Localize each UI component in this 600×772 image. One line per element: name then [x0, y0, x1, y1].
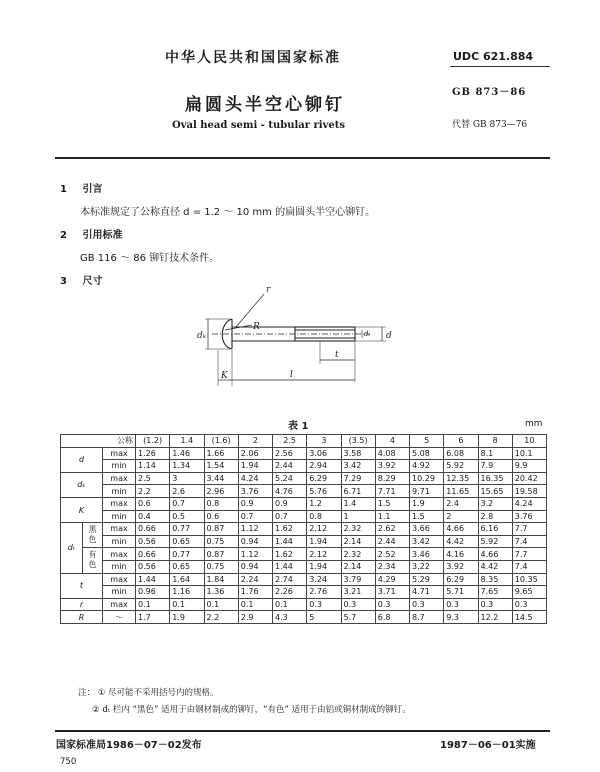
table-cell: 7.65 [478, 586, 512, 599]
table-cell: 0.75 [204, 535, 238, 548]
table-cell: 5.7 [341, 611, 375, 624]
table-cell: 4.42 [478, 560, 512, 573]
table-cell: 2.4 [444, 497, 478, 510]
table-cell: 0.66 [136, 523, 170, 536]
table-cell: 3.58 [341, 447, 375, 460]
table-cell: 1 [341, 510, 375, 523]
table-cell: 2.32 [341, 548, 375, 561]
table-cell: 14.5 [512, 611, 546, 624]
table-cell: 2.14 [341, 560, 375, 573]
table-cell: 4.08 [375, 447, 409, 460]
header-cell: 2.5 [273, 435, 307, 448]
table-row [61, 485, 547, 498]
row-sublabel: min [103, 535, 136, 548]
header-cell: 5 [410, 435, 444, 448]
table-row [61, 548, 547, 561]
table-cell: 0.56 [136, 535, 170, 548]
header-rule [55, 157, 550, 159]
table-cell: 2.94 [307, 460, 341, 473]
table-cell: 0.7 [238, 510, 272, 523]
table-cell: 2.76 [307, 586, 341, 599]
table-row [61, 573, 547, 586]
table-cell: 0.3 [410, 598, 444, 611]
table-cell: 3.92 [375, 460, 409, 473]
issuing-body: 中华人民共和国国家标准 [165, 50, 341, 66]
table-cell: 1.62 [273, 523, 307, 536]
table-cell: 5 [307, 611, 341, 624]
section-2-heading [60, 226, 122, 241]
table-cell: 1.26 [136, 447, 170, 460]
table-cell: 2.62 [375, 523, 409, 536]
table-cell: 0.1 [204, 598, 238, 611]
table-cell: 2.5 [136, 472, 170, 485]
row-label-K: K [61, 497, 103, 522]
table-cell: 4.92 [410, 460, 444, 473]
header-cell: 4 [375, 435, 409, 448]
table-cell: 1.5 [410, 510, 444, 523]
row-sublabel: min [103, 510, 136, 523]
section-3-number: 3 [60, 276, 67, 287]
table-cell: 0.7 [273, 510, 307, 523]
table-cell: 5.29 [410, 573, 444, 586]
table-cell: 3 [170, 472, 204, 485]
table-cell: 0.5 [170, 510, 204, 523]
header-cell: 6 [444, 435, 478, 448]
row-label-dk: dₖ [61, 472, 103, 497]
table-cell: 2.56 [273, 447, 307, 460]
section-1-number: 1 [60, 184, 67, 195]
effective-date: 1987－06－01实施 [440, 740, 536, 751]
table-cell: 1.94 [307, 560, 341, 573]
table-cell: 3.21 [341, 586, 375, 599]
table-cell: 11.65 [444, 485, 478, 498]
table-cell: 2.74 [273, 573, 307, 586]
header-cell: 8 [478, 435, 512, 448]
label-d: d [386, 331, 392, 341]
table-cell: 15.65 [478, 485, 512, 498]
table-cell: 5.76 [307, 485, 341, 498]
table-cell: 3.92 [444, 560, 478, 573]
table-cell: 3.46 [410, 548, 444, 561]
table-unit: mm [525, 419, 543, 429]
table-cell: 10.29 [410, 472, 444, 485]
row-sublabel: max [103, 548, 136, 561]
title-chinese: 扁圆头半空心铆钉 [185, 95, 345, 115]
row-label-color: 有色 [83, 548, 103, 573]
row-sublabel: min [103, 560, 136, 573]
row-label-R: R [61, 611, 103, 624]
table-cell: 5.92 [444, 460, 478, 473]
table-cell: 1.44 [136, 573, 170, 586]
table-cell: 1.5 [375, 497, 409, 510]
replaces-standard: 代替 GB 873—76 [452, 120, 528, 130]
table-cell: 10.1 [512, 447, 546, 460]
table-cell: 0.66 [136, 548, 170, 561]
table-row [61, 611, 547, 624]
header-cell: 1.4 [170, 435, 204, 448]
table-row [61, 460, 547, 473]
table-cell: 3.76 [238, 485, 272, 498]
header-cell: 3 [307, 435, 341, 448]
table-cell: 0.1 [136, 598, 170, 611]
table-cell: 1.34 [170, 460, 204, 473]
table-cell: 2.44 [273, 460, 307, 473]
row-sublabel: min [103, 586, 136, 599]
section-2-title: 引用标准 [82, 230, 123, 241]
row-label-r: r [61, 598, 103, 611]
table-cell: 0.1 [238, 598, 272, 611]
note-2-text: dₜ 栏内 “黑色” 适用于由钢材制成的铆钉，“有色” 适用于由铝或铜材制成的铆钉。 [102, 705, 411, 715]
table-cell: 10.35 [512, 573, 546, 586]
header-cell: 2 [238, 435, 272, 448]
table-cell: 16.35 [478, 472, 512, 485]
table-cell: 3.42 [410, 535, 444, 548]
table-cell: 2.32 [341, 523, 375, 536]
table-cell: 0.65 [170, 560, 204, 573]
table-cell: 6.16 [478, 523, 512, 536]
section-1-title: 引言 [82, 184, 103, 195]
table-cell: 2.44 [375, 535, 409, 548]
table-cell: 4.24 [238, 472, 272, 485]
table-cell: 1.44 [273, 560, 307, 573]
table-cell: 4.66 [478, 548, 512, 561]
table-cell: 1.9 [410, 497, 444, 510]
table-cell: 2.34 [375, 560, 409, 573]
table-cell: 2.12 [307, 523, 341, 536]
note-1-number: ① [97, 688, 106, 698]
udc-underline [450, 66, 550, 67]
table-cell: 2.8 [478, 510, 512, 523]
notes-label: 注： [78, 688, 96, 698]
label-l: l [290, 370, 293, 380]
table-cell: 0.96 [136, 586, 170, 599]
table-cell: 19.58 [512, 485, 546, 498]
table-cell: 1.66 [204, 447, 238, 460]
table-cell: 1.64 [170, 573, 204, 586]
table-cell: 0.3 [375, 598, 409, 611]
table-cell: 3.76 [512, 510, 546, 523]
table-cell: 2.2 [204, 611, 238, 624]
row-sublabel: max [103, 472, 136, 485]
label-K: K [221, 371, 228, 381]
table-cell: 9.71 [410, 485, 444, 498]
row-sublabel: max [103, 523, 136, 536]
row-sublabel: max [103, 598, 136, 611]
table-cell: 2.2 [136, 485, 170, 498]
row-sublabel: max [103, 447, 136, 460]
table-row [61, 598, 547, 611]
section-1-heading [60, 180, 102, 195]
table-cell: 0.1 [170, 598, 204, 611]
table-cell: 3.42 [341, 460, 375, 473]
header-cell: (1.6) [204, 435, 238, 448]
note-2 [92, 703, 411, 715]
table-cell: 0.7 [170, 497, 204, 510]
note-1-text: 尽可能不采用括号内的规格。 [108, 688, 219, 698]
table-cell: 0.94 [238, 535, 272, 548]
table-cell: 0.3 [444, 598, 478, 611]
table-cell: 1.94 [307, 535, 341, 548]
label-R: R [253, 322, 260, 332]
table-cell: 1.84 [204, 573, 238, 586]
table-cell: 3.2 [478, 497, 512, 510]
table-row [61, 523, 547, 536]
table-cell: 1.7 [136, 611, 170, 624]
table-cell: 9.9 [512, 460, 546, 473]
table-cell: 0.3 [341, 598, 375, 611]
table-cell: 4.3 [273, 611, 307, 624]
table-cell: 4.76 [273, 485, 307, 498]
footer-rule [55, 730, 550, 732]
table-cell: 3.44 [204, 472, 238, 485]
table-cell: 5.92 [478, 535, 512, 548]
table-cell: 0.94 [238, 560, 272, 573]
table-cell: 0.1 [273, 598, 307, 611]
table-cell: 5.71 [444, 586, 478, 599]
table-cell: 0.3 [478, 598, 512, 611]
table-cell: 4.42 [444, 535, 478, 548]
table-cell: 0.65 [170, 535, 204, 548]
table-cell: 7.29 [341, 472, 375, 485]
table-row [61, 447, 547, 460]
table-cell: 2.12 [307, 548, 341, 561]
table-cell: 2 [444, 510, 478, 523]
table-cell: 7.71 [375, 485, 409, 498]
label-t: t [335, 350, 339, 360]
table-cell: 3.66 [410, 523, 444, 536]
title-english: Oval head semi - tubular rivets [172, 120, 346, 131]
table-cell: 0.77 [170, 548, 204, 561]
table-cell: 4.24 [512, 497, 546, 510]
table-row [61, 497, 547, 510]
row-sublabel: ～ [103, 611, 136, 624]
table-cell: 1.94 [238, 460, 272, 473]
page-number: 750 [60, 757, 77, 767]
table-cell: 6.29 [444, 573, 478, 586]
table-cell: 7.9 [478, 460, 512, 473]
table-cell: 1.9 [170, 611, 204, 624]
label-dt: dₜ [364, 330, 371, 338]
table-cell: 0.8 [307, 510, 341, 523]
table-cell: 8.29 [375, 472, 409, 485]
table-cell: 4.66 [444, 523, 478, 536]
table-row [61, 586, 547, 599]
table-cell: 9.65 [512, 586, 546, 599]
table-cell: 7.7 [512, 523, 546, 536]
table-cell: 6.29 [307, 472, 341, 485]
section-2-number: 2 [60, 230, 67, 241]
udc-code: UDC 621.884 [453, 50, 534, 63]
label-dk: dₖ [197, 331, 207, 341]
table-cell: 1.36 [204, 586, 238, 599]
table-cell: 12.2 [478, 611, 512, 624]
table-cell: 2.9 [238, 611, 272, 624]
row-label-black: 黑色 [83, 523, 103, 548]
table-cell: 8.35 [478, 573, 512, 586]
table-cell: 1.12 [238, 548, 272, 561]
table-cell: 3.22 [410, 560, 444, 573]
table-cell: 1.54 [204, 460, 238, 473]
row-label-d: d [61, 447, 103, 472]
table-cell: 0.8 [204, 497, 238, 510]
table-cell: 1.4 [341, 497, 375, 510]
table-cell: 6.71 [341, 485, 375, 498]
table-cell: 1.44 [273, 535, 307, 548]
table-cell: 1.46 [170, 447, 204, 460]
table-row [61, 510, 547, 523]
table-cell: 1.14 [136, 460, 170, 473]
table-cell: 0.4 [136, 510, 170, 523]
table-cell: 0.87 [204, 523, 238, 536]
issue-date: 国家标准局1986－07－02发布 [56, 740, 202, 751]
table-cell: 9.3 [444, 611, 478, 624]
table-cell: 0.75 [204, 560, 238, 573]
table-row [61, 535, 547, 548]
note-2-number: ② [92, 705, 100, 715]
table-cell: 2.96 [204, 485, 238, 498]
row-label-t: t [61, 573, 103, 598]
note-1 [78, 686, 219, 698]
table-cell: 5.08 [410, 447, 444, 460]
row-sublabel: min [103, 485, 136, 498]
table-cell: 0.77 [170, 523, 204, 536]
table-cell: 1.76 [238, 586, 272, 599]
table-cell: 2.14 [341, 535, 375, 548]
table-cell: 0.9 [273, 497, 307, 510]
table-cell: 3.71 [375, 586, 409, 599]
table-cell: 3.06 [307, 447, 341, 460]
row-sublabel: min [103, 460, 136, 473]
table-cell: 12.35 [444, 472, 478, 485]
dimensions-table [60, 434, 547, 624]
table-cell: 0.6 [136, 497, 170, 510]
table-row [61, 435, 547, 448]
section-3-heading [60, 272, 102, 287]
row-label-dt: dₜ [61, 523, 83, 573]
table-cell: 8.7 [410, 611, 444, 624]
row-sublabel: max [103, 573, 136, 586]
table-row [61, 472, 547, 485]
row-sublabel: max [103, 497, 136, 510]
header-cell: (1.2) [136, 435, 170, 448]
table-cell: 0.3 [512, 598, 546, 611]
table-cell: 2.26 [273, 586, 307, 599]
table-cell: 0.3 [307, 598, 341, 611]
table-cell: 6.08 [444, 447, 478, 460]
table-cell: 4.29 [375, 573, 409, 586]
section-1-text: 本标准规定了公称直径 d = 1.2 ～ 10 mm 的扁圆头半空心铆钉。 [80, 207, 376, 218]
table-cell: 6.8 [375, 611, 409, 624]
section-2-text: GB 116 ～ 86 铆钉技术条件。 [80, 253, 220, 264]
section-3-title: 尺寸 [82, 276, 103, 287]
table-cell: 1.12 [238, 523, 272, 536]
table-cell: 20.42 [512, 472, 546, 485]
header-nominal: 公称 [61, 435, 136, 448]
table-row [61, 560, 547, 573]
table-cell: 3.79 [341, 573, 375, 586]
table-cell: 0.56 [136, 560, 170, 573]
table-cell: 2.6 [170, 485, 204, 498]
table-cell: 2.24 [238, 573, 272, 586]
table-cell: 2.06 [238, 447, 272, 460]
table-cell: 4.71 [410, 586, 444, 599]
table-cell: 8.1 [478, 447, 512, 460]
header-cell: (3.5) [341, 435, 375, 448]
table-cell: 5.24 [273, 472, 307, 485]
table-cell: 0.87 [204, 548, 238, 561]
table-cell: 7.4 [512, 535, 546, 548]
table-cell: 1.16 [170, 586, 204, 599]
table-cell: 3.24 [307, 573, 341, 586]
table-cell: 7.7 [512, 548, 546, 561]
rivet-drawing [190, 282, 420, 402]
table-cell: 2.52 [375, 548, 409, 561]
table-cell: 4.16 [444, 548, 478, 561]
standard-number: GB 873－86 [452, 87, 527, 98]
table-cell: 7.4 [512, 560, 546, 573]
table-cell: 0.6 [204, 510, 238, 523]
table-cell: 1.62 [273, 548, 307, 561]
label-r: r [266, 285, 271, 295]
table-cell: 0.9 [238, 497, 272, 510]
header-cell: 10 [512, 435, 546, 448]
table-caption: 表 1 [288, 421, 309, 432]
table-cell: 1.2 [307, 497, 341, 510]
table-cell: 1.1 [375, 510, 409, 523]
